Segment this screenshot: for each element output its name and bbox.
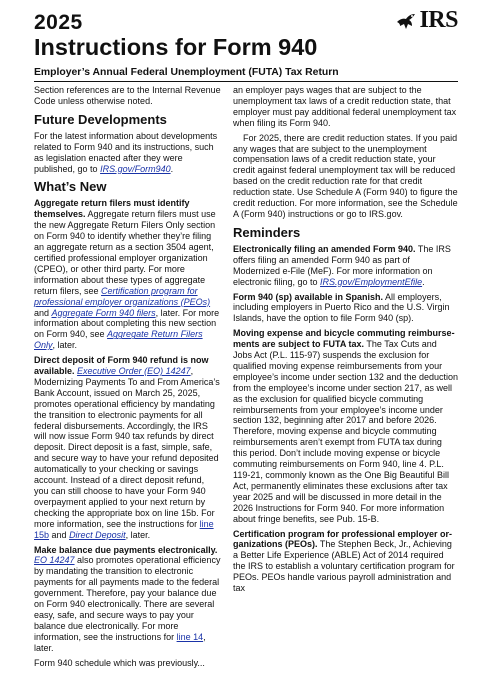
cutoff-text: Form 940 schedule which was previously... [34, 657, 205, 668]
page-title: Instructions for Form 940 [34, 34, 318, 60]
aggregate-text: Aggregate return filers must use the new Aggregate Return Filers Only section on Form 940 to identify whether they’re filing an aggregate return as a section 3504 agent, certified professional employer organization (CPEO), or other third party. For more information about these types of aggregate return filers, see [34, 209, 216, 296]
aggregate-paragraph [34, 198, 221, 351]
balance-due-heading: Make balance due payments electronically. [34, 544, 218, 555]
peo-certification-link[interactable]: Certification program for professional employer organizations (PEOs) [34, 285, 211, 307]
moving-expense-paragraph [233, 328, 458, 524]
direct-deposit-text-2: , later. [125, 529, 151, 540]
balance-due-text: also promotes operational efficiency by mandating the transition to electronic payments for all payments made to the federal government. Therefore, pay your balance due on Form 940 electronically. There are several easy, safe, and secure ways to pay your balance due electronically. For more information, see the instructions for [34, 555, 221, 642]
header-divider [34, 81, 458, 82]
peo-paragraph [233, 529, 458, 594]
form-year [34, 11, 83, 35]
irs-wordmark: IRS [419, 7, 458, 33]
aggregate-and: and [34, 307, 52, 318]
direct-deposit-text: , Modernizing Payments To and From America’s Bank Account, issued on March 25, 2025, promotes operational efficiency by mandating the transition to electronic payments for all federal disbursements. Accordingly, the IRS will now issue Form 940 tax refunds by direct deposit. Direct deposit is a fast, simple, safe, and secure way to have your refund deposited automatically to your checking or savings account. Instead of a direct deposit refund, you can still choose to have your Form 940 overpayment applied to your next return by checking the appropriate box on line 15b. For more information, see the instructions for [34, 366, 220, 529]
employment-efile-link[interactable]: IRS.gov/EmploymentEfile [320, 276, 423, 287]
efile-text: The IRS offers filing an amended Form 940 as part of Modernized e-File (MeF). For more information on electronic filing, go to [233, 243, 451, 287]
future-developments-heading: Future Developments [34, 111, 167, 127]
direct-deposit-and: and [49, 529, 70, 540]
eo-14247-link-2[interactable]: EO 14247 [34, 555, 75, 566]
balance-due-text-2: , later. [34, 631, 206, 653]
efile-end: . [422, 276, 425, 287]
future-text: For the latest information about developments related to Form 940 and its instructions, such as legislation enacted after they were published, go to [34, 130, 218, 174]
efile-paragraph [233, 244, 458, 288]
credit-reduction-text: For 2025, there are credit reduction states. If you paid any wages that are subject to the unemployment compensation laws of a credit reduction state, your credit against federal unemployment tax will be reduced based on the credit reduction rate for that credit reduction state. Use Schedule A (Form 940) to figure the credit reduction. For more information, see the Schedule A (Form 940) instructions or go to IRS.gov. [233, 132, 458, 219]
reminders-heading: Reminders [233, 224, 301, 240]
peo-heading: Certification program for professional employer organizations (PEOs). [233, 528, 453, 550]
intro-text: Section references are to the Internal Revenue Code unless otherwise noted. [34, 85, 221, 106]
eo-14247-link[interactable]: Executive Order (EO) 14247 [77, 366, 191, 377]
aggregate-text-3: , later. [52, 340, 78, 351]
line-14-link[interactable]: line 14 [176, 631, 204, 642]
form940-link[interactable]: IRS.gov/Form940 [100, 163, 171, 174]
credit-reduction-continued: an employer pays wages that are subject to the unemployment tax laws of a credit reduction state, that employer must pay additional federal unemployment tax when filing its Form 940. [233, 85, 457, 128]
left-column [34, 85, 221, 673]
whats-new-heading: What’s New [34, 179, 107, 195]
irs-logo [395, 7, 458, 34]
efile-heading: Electronically filing an amended Form 940. [233, 243, 416, 254]
moving-expense-heading: Moving expense and bicycle commuting reimbursements are subject to FUTA tax. [233, 328, 455, 350]
direct-deposit-heading: Direct deposit of Form 940 refund is now available. [34, 355, 209, 377]
year-prefix: 20 [34, 11, 59, 34]
aggregate-text-2: , later. For more information about completing this new section on Form 940, see [34, 307, 220, 340]
spanish-text: All employers, including employers in Puerto Rico and the U.S. Virgin Islands, have the option to file Form 940 (sp). [233, 291, 450, 324]
direct-deposit-link[interactable]: Direct Deposit [69, 529, 126, 540]
future-developments-text: For the latest information about developments related to Form 940 and its instructions, such as legislation enacted after they were published, go to IRS.gov/Form940. [34, 130, 218, 174]
irs-eagle-icon [395, 10, 417, 32]
year-suffix: 25 [58, 11, 83, 34]
spanish-paragraph [233, 292, 458, 325]
line-15b-link[interactable]: line 15b [34, 518, 214, 540]
aggregate-heading: Aggregate return filers must identify themselves. [34, 198, 190, 220]
aggregate-filers-link[interactable]: Aggregate Form 940 filers [51, 307, 156, 318]
direct-deposit-paragraph [34, 355, 221, 540]
moving-expense-text: The Tax Cuts and Jobs Act (P.L. 115-97) suspends the exclusion for qualified moving expense reimbursements from your employee’s income under section 132 and the deduction from the employee’s income under section 217, as well as the exclusion for qualified bicycle commuting reimbursements from your employee’s income under section 132, beginning after 2017 and before 2026. Therefore, moving expense and bicycle commuting reimbursements aren’t exempt from FUTA tax during this period. Don’t include moving expense or bicycle commuting reimbursements on Form 940, line 4. P.L. 119-21, commonly known as the One Big Beautiful Bill Act, permanently eliminates these exclusions after tax year 2025 and will be discussed in more detail in the 2026 Instructions for Form 940. For more information about fringe benefits, see Pub. 15-B. [233, 339, 458, 524]
aggregate-return-filers-link[interactable]: Aggregate Return Filers Only [34, 329, 203, 351]
right-column [233, 85, 458, 598]
page-subtitle: Employer’s Annual Federal Unemployment (FUTA) Tax Return [34, 67, 339, 78]
spanish-heading: Form 940 (sp) available in Spanish. [233, 291, 384, 302]
balance-due-paragraph [34, 545, 221, 654]
peo-text: The Stephen Beck, Jr., Achieving a Better Life Experience (ABLE) Act of 2014 required the IRS to establish a voluntary certification program for PEOs. PEOs handle various payroll administration and tax [233, 539, 455, 594]
